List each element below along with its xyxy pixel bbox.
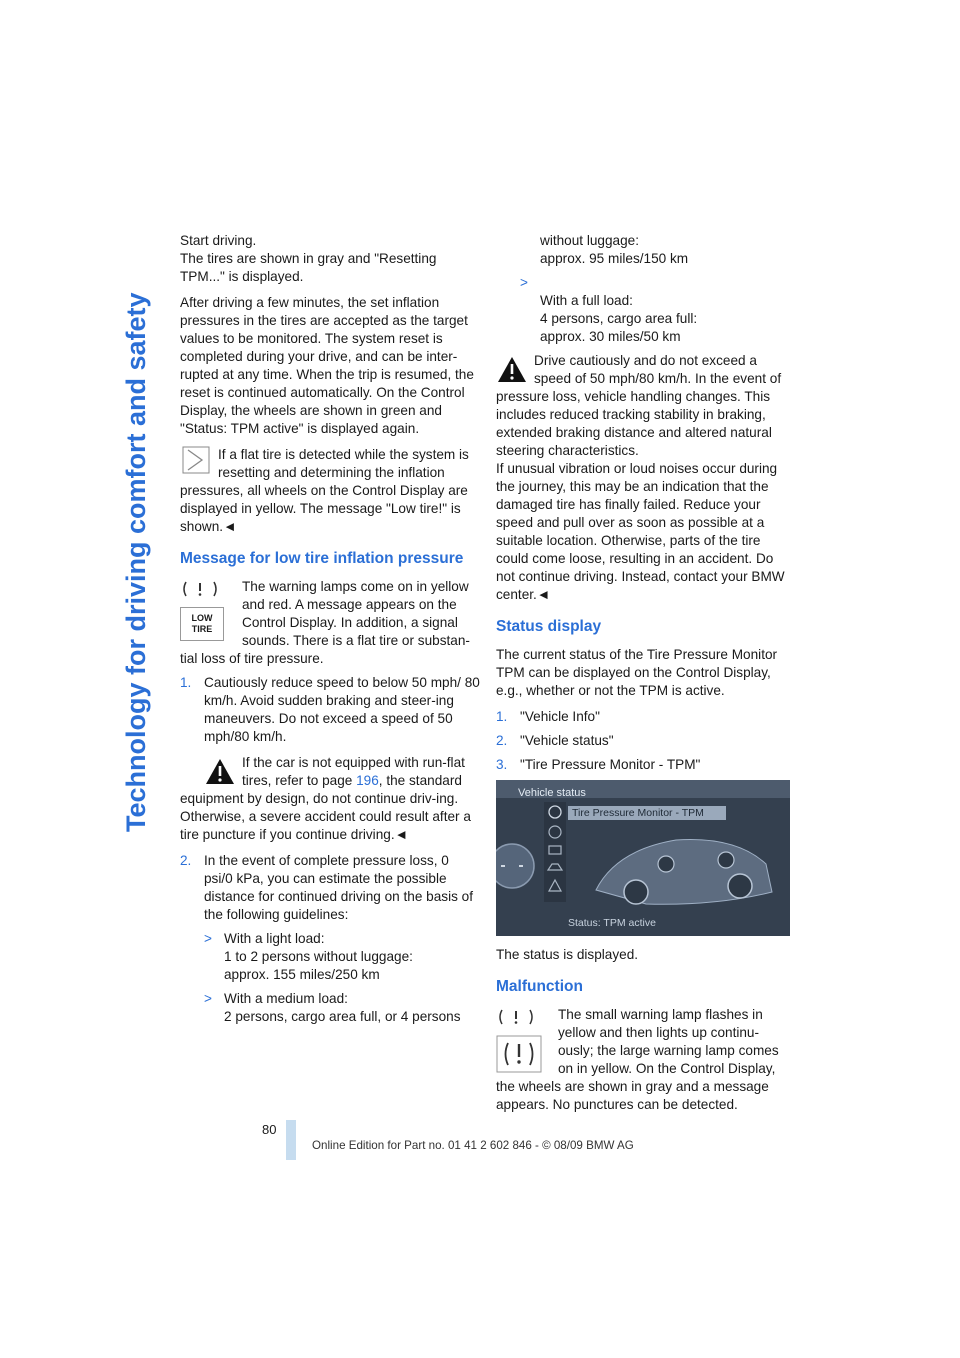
footer-text: Online Edition for Part no. 01 41 2 602 846 - © 08/09 BMW AG: [312, 1139, 634, 1152]
menu-step: 2. "Vehicle status": [496, 733, 614, 748]
steps-list: [180, 674, 480, 1026]
footer-accent-bar: [286, 1120, 296, 1160]
after-screen-text: The status is displayed.: [496, 947, 639, 962]
malfunction-text: The small warning lamp flashes in yellow and then lights up continu-ously; the large warning lamp comes on in yellow. On the Control Display, the wheels are shown in gray and a message appears. No punctures can be detected.: [496, 1007, 779, 1112]
right-column: [496, 232, 790, 1114]
note-block: [180, 446, 480, 536]
left-column: [180, 232, 480, 1032]
guideline-list: [204, 930, 480, 1026]
paragraph-start: Start driving. The tires are shown in gray and "Resetting TPM..." is displayed.: [180, 233, 437, 284]
heading-low-pressure: Message for low tire inflation pressure: [180, 550, 464, 567]
screen-header: Vehicle status: [518, 787, 586, 799]
tire-warning-icon: [180, 580, 220, 598]
step-item: 1. Cautiously reduce speed to below 50 mph/ 80 km/h. Avoid sudden braking and steer-ing maneuvers. Do not exceed a speed of 50 mph/80 km/h. If the car is not equipped with run-flat tires, refer to page 196, the standard equipment by design, do not continue driv-ing. Otherwise, a severe accident could result after a tire puncture if you continue driving.◄: [180, 675, 480, 842]
note-arrow-icon: [182, 446, 210, 474]
warning-triangle-icon: [496, 354, 528, 384]
low-tire-icon: LOW TIRE: [180, 607, 224, 641]
page-link-196[interactable]: 196: [356, 773, 379, 788]
warning-block: If the car is not equipped with run-flat tires, refer to page 196, the standard equipment by design, do not continue driv-ing. Otherwise, a severe accident could result after a tire puncture if you continue driving.◄: [180, 755, 471, 842]
tpm-malfunction-icon: [496, 1035, 542, 1073]
step-item: 2. In the event of complete pressure loss, 0 psi/0 kPa, you can estimate the possible distance for continued driving on the basis of the following guidelines: > With a light load: 1 to 2 persons without luggage: approx. 155 miles/250 km > With a medium load: 2 persons, cargo area full, or 4 persons: [180, 852, 480, 1026]
menu-steps: [496, 708, 790, 774]
page-number: 80: [262, 1122, 277, 1137]
heading-malfunction: Malfunction: [496, 978, 583, 995]
warning-triangle-icon: [204, 756, 236, 786]
lamp-text: The warning lamps come on in yellow and red. A message appears on the Control Display. In addition, a signal sounds. There is a flat tire or substan-tial loss of tire pressure.: [180, 579, 470, 666]
tire-warning-icon: [496, 1008, 536, 1026]
guideline-continued: without luggage: approx. 95 miles/150 km: [540, 233, 689, 266]
heading-status-display: Status display: [496, 618, 602, 635]
screen-status: Status: TPM active: [568, 917, 656, 929]
sidebar-title: [103, 232, 155, 832]
malfunction-block: [496, 1006, 790, 1114]
guideline-item: > With a medium load: 2 persons, cargo area full, or 4 persons: [204, 991, 461, 1024]
status-text: The current status of the Tire Pressure Monitor TPM can be displayed on the Control Display, e.g., whether or not the TPM is active.: [496, 647, 778, 698]
lamp-icons: [180, 580, 232, 641]
guideline-item: > With a full load: 4 persons, cargo area full: approx. 30 miles/50 km: [520, 275, 698, 344]
malfunction-lamp-icons: [496, 1008, 548, 1078]
paragraph-reset: After driving a few minutes, the set inflation pressures in the tires are accepted as the target values to be monitored. The system reset is completed during your drive, and can be inter-rupted at any time. When the trip is resumed, the reset is continued automatically. On the Control Display, the wheels are shown in green and "Status: TPM active" is displayed again.: [180, 295, 474, 436]
screen-menu-tpm: Tire Pressure Monitor - TPM: [568, 806, 726, 820]
menu-step: 1. "Vehicle Info": [496, 709, 600, 724]
lamp-block: [180, 578, 480, 668]
screen-graphic: [496, 780, 790, 936]
guideline-item: > With a light load: 1 to 2 persons without luggage: approx. 155 miles/250 km: [204, 931, 413, 982]
note-text: If a flat tire is detected while the system is resetting and determining the inflation pressures, all wheels on the Control Display are displayed in yellow. The message "Low tire!" is shown.◄: [180, 447, 469, 534]
menu-step: 3. "Tire Pressure Monitor - TPM": [496, 757, 701, 772]
warning-block: Drive cautiously and do not exceed a speed of 50 mph/80 km/h. In the event of pressure loss, vehicle handling changes. This includes reduced tracking stability in braking, extended braking distance and altered natural steering characteristics. If unusual vibration or loud noises occur during the journey, this may be an indication that the damaged tire has finally failed. Reduce your speed and pull over as soon as possible at a suitable location. Otherwise, parts of the tire could come loose, resulting in an accident. Do not continue driving. Instead, contact your BMW center.◄: [496, 353, 785, 602]
svg-text:Technology for driving comfort: Technology for driving comfort and safety: [121, 292, 151, 832]
control-display-screenshot: [496, 780, 790, 936]
